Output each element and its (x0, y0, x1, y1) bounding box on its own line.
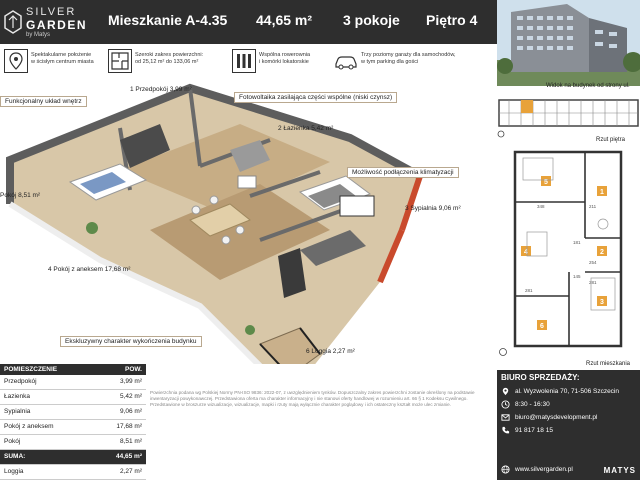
table-row (0, 419, 146, 434)
matys-logo: MATYS (603, 466, 636, 475)
sum-label: SUMA: (0, 449, 94, 464)
plan-dimension: 348 (537, 204, 545, 209)
plan-dimension: 211 (589, 204, 597, 209)
table-row (0, 375, 146, 389)
sales-address (501, 385, 636, 398)
callout-exclusive-finish: Ekskluzywny charakter wykończenia budynku (60, 336, 202, 347)
sales-address-text: al. Wyzwolenia 70, 71-506 Szczecin (515, 388, 619, 395)
plan-room-number: 1 (600, 189, 604, 196)
sales-office-panel (497, 370, 640, 480)
table-row (0, 404, 146, 419)
apartment-floor-plan (497, 146, 640, 360)
logo-word-silver: SILVER (26, 6, 77, 18)
sales-website[interactable] (501, 465, 573, 474)
table-header-area: POW. (94, 364, 146, 375)
plan-dimension: 281 (525, 288, 533, 293)
email-icon (501, 413, 510, 422)
sales-hours (501, 398, 636, 411)
sales-email[interactable] (501, 411, 636, 424)
room-name: Łazienka (0, 389, 94, 404)
silver-garden-logo (4, 4, 88, 40)
room-area: 17,68 m² (94, 419, 146, 434)
building-photo (497, 0, 640, 86)
feature-bicycle (232, 46, 332, 78)
callout-air-conditioning: Możliwość podłączenia klimatyzacji (347, 167, 459, 178)
floorplan-icon (108, 49, 132, 73)
feature-area-range-text: Szeroki zakres powierzchni: od 25,12 m² do 133,06 m² (135, 52, 204, 65)
room-name: Pokój (0, 434, 94, 449)
location-pin-icon (501, 387, 510, 396)
table-header-row (0, 364, 146, 375)
logo-byline: by Matys (26, 32, 51, 38)
apartment-area: 44,65 m² (256, 12, 313, 28)
room-area: 2,27 m² (94, 464, 146, 479)
features-strip (0, 46, 496, 78)
sales-phone-text[interactable]: 91 817 18 15 (515, 427, 553, 434)
feature-location (4, 46, 122, 78)
sales-phone[interactable] (501, 424, 636, 437)
room-area-table (0, 364, 146, 480)
plan-room-number: 6 (540, 323, 544, 330)
feature-bicycle-text: Wspólna rowerownia i komórki lokatorskie (259, 52, 311, 65)
sum-area: 44,65 m² (94, 449, 146, 464)
sales-website-text[interactable]: www.silvergarden.pl (515, 466, 573, 473)
sales-hours-text: 8:30 - 16:30 (515, 401, 550, 408)
feature-garage-text: Trzy poziomy garaży dla samochodów, w tym parking dla gości (361, 52, 456, 65)
isometric-apartment-render (0, 80, 496, 364)
logo-mark-icon (4, 10, 22, 34)
location-pin-icon (4, 49, 28, 73)
plan-room-number: 5 (544, 179, 548, 186)
plan-dimension: 254 (589, 260, 597, 265)
sales-email-text[interactable]: biuro@matysdevelopment.pl (515, 414, 598, 421)
table-sum-row (0, 449, 146, 464)
apartment-title: Mieszkanie A-4.35 (108, 12, 228, 28)
table-row (0, 389, 146, 404)
plan-dimension: 181 (573, 240, 581, 245)
feature-location-text: Spektakularne położenie w ścisłym centrum miasta (31, 52, 94, 65)
car-icon (334, 49, 358, 73)
plan-dimension: 281 (589, 280, 597, 285)
apartment-plan-caption: Rzut mieszkania (586, 361, 631, 367)
globe-icon (501, 465, 510, 474)
phone-icon (501, 426, 510, 435)
clock-icon (501, 400, 510, 409)
callout-photovoltaics: Fotowoltaika zasilająca części wspólne (niski czynsz) (234, 92, 397, 103)
callout-living-room: 4 Pokój z aneksem 17,68 m² (48, 266, 131, 273)
room-area: 3,99 m² (94, 375, 146, 389)
table-row (0, 434, 146, 449)
room-area: 9,06 m² (94, 404, 146, 419)
feature-garage (334, 46, 494, 78)
photo-caption: Widok na budynek od strony ul. (546, 83, 630, 89)
callout-layout: Funkcjonalny układ wnętrz (0, 96, 87, 107)
room-name: Pokój z aneksem (0, 419, 94, 434)
logo-word-garden: GARDEN (26, 18, 88, 32)
callout-room: Pokój 8,51 m² (0, 192, 41, 199)
sales-title: BIURO SPRZEDAŻY: (501, 373, 580, 382)
plan-room-number: 2 (600, 249, 604, 256)
callout-hall: 1 Przedpokój 3,99 m² (130, 86, 192, 93)
room-area: 5,42 m² (94, 389, 146, 404)
plan-dimension: 145 (573, 274, 581, 279)
room-name: Przedpokój (0, 375, 94, 389)
room-area: 8,51 m² (94, 434, 146, 449)
table-row (0, 464, 146, 479)
callout-bedroom: 3 Sypialnia 9,06 m² (405, 205, 461, 212)
bicycle-room-icon (232, 49, 256, 73)
legal-disclaimer: Powierzchnia podana wg Polskiej Normy PN-ISO 9836: 2022-07, z uwzględnieniem tynków. Dopuszczalny zakres powierzchni zostanie określony na podstawie inwentaryzacji powykonawczej. Przedstawiona oferta ma charakter informacyjny i nie stanowi oferty handlowej w rozumieniu art. 66 § 1 Kodeksu Cywilnego. Przedstawione w broszurze wizualizacje, wizualizacje, mapki i rzuty mają wyłącznie charakter poglądowy i ich ostateczny kształt może ulec zmianie. (150, 390, 475, 407)
callout-loggia: 6 Loggia 2,27 m² (306, 348, 355, 355)
apartment-floor: Piętro 4 (426, 12, 478, 28)
floor-plan-strip (497, 92, 640, 138)
plan-room-number: 4 (524, 249, 528, 256)
feature-area-range (108, 46, 228, 78)
callout-bathroom: 2 Łazienka 5,42 m² (278, 125, 334, 132)
plan-room-number: 3 (600, 299, 604, 306)
room-name: Loggia (0, 464, 94, 479)
apartment-rooms: 3 pokoje (343, 12, 400, 28)
table-header-room: POMIESZCZENIE (0, 364, 94, 375)
room-name: Sypialnia (0, 404, 94, 419)
floor-plan-caption: Rzut piętra (596, 137, 626, 143)
